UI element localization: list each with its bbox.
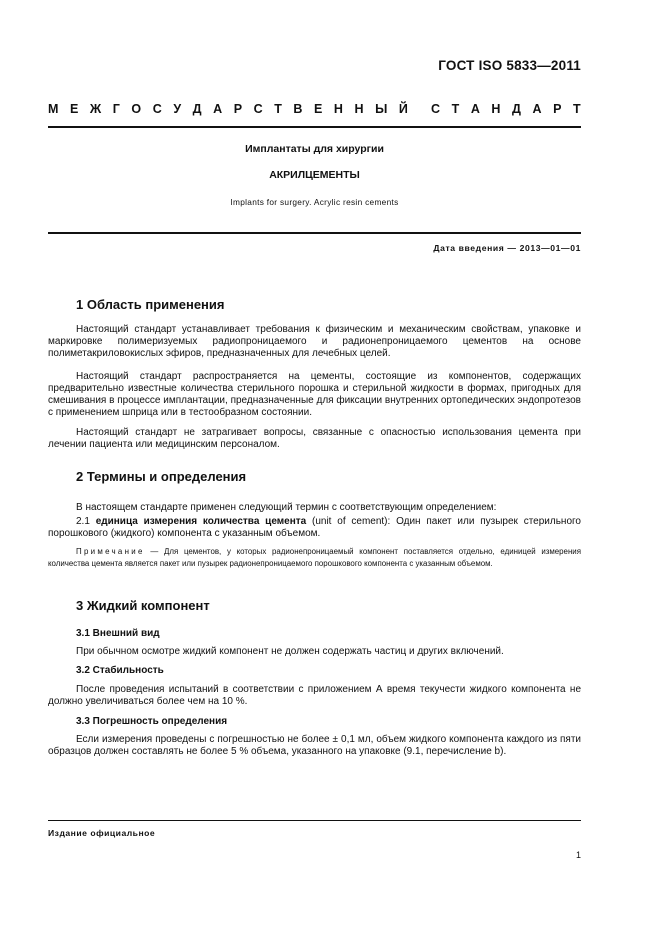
header-rule bbox=[48, 126, 581, 128]
banner-letter: У bbox=[173, 102, 182, 116]
banner-letter: Ы bbox=[375, 102, 388, 116]
subsection-3-3-heading: 3.3 Погрешность определения bbox=[76, 716, 228, 727]
note-text: — Для цементов, у которых радионепроницаемый компонент поставляется отдельно, единицей измерения количества цемента является пакет или пузырек радионепроницаемого порошкового компонента с указанным объемом. bbox=[48, 547, 581, 568]
banner-letter: Е bbox=[314, 102, 323, 116]
term-number: 2.1 bbox=[76, 516, 90, 527]
term-name: единица измерения количества цемента bbox=[95, 516, 307, 527]
note-label: Примечание bbox=[76, 547, 145, 556]
banner-letter: Н bbox=[354, 102, 364, 116]
subsection-3-2-text: После проведения испытаний в соответствии с приложением А время текучести жидкого компонента не должно увеличиваться более чем на 10 %. bbox=[48, 684, 581, 707]
term-definition: (unit of cement): Один пакет или пузырек стерильного порошкового (жидкого) компонента с указанным объемом. bbox=[48, 516, 581, 539]
banner-letter: С bbox=[431, 102, 441, 116]
banner-letter: С bbox=[253, 102, 263, 116]
banner-letter: Н bbox=[491, 102, 501, 116]
subsection-3-3-text: Если измерения проведены с погрешностью не более ± 0,1 мл, объем жидкого компонента каждого из пяти образцов должен составлять не более 5 % объема, указанного на упаковке (9.1, перечисление b). bbox=[48, 734, 581, 757]
banner-letter: Г bbox=[112, 102, 120, 116]
footer-rule bbox=[48, 820, 581, 821]
banner-letter: Ж bbox=[89, 102, 102, 116]
section-2-paragraph-1: В настоящем стандарте применен следующий термин с соответствующим определением: bbox=[76, 502, 497, 513]
section-1-paragraph-3: Настоящий стандарт не затрагивает вопросы, связанные с опасностью использования цемента при лечении пациента или медицинским персоналом. bbox=[48, 427, 581, 450]
section-1-heading: 1 Область применения bbox=[76, 297, 225, 312]
banner-letter: М bbox=[48, 102, 59, 116]
banner-letter: А bbox=[213, 102, 223, 116]
banner-letter: Й bbox=[398, 102, 408, 116]
section-2-heading: 2 Термины и определения bbox=[76, 469, 247, 484]
term-2-1 bbox=[48, 516, 581, 540]
title-topic: Имплантаты для хирургии bbox=[245, 143, 384, 155]
page-number: 1 bbox=[575, 850, 581, 860]
banner-letter: Т bbox=[451, 102, 460, 116]
title-main: АКРИЛЦЕМЕНТЫ bbox=[269, 169, 360, 181]
banner-letter: А bbox=[532, 102, 542, 116]
subsection-3-1-heading: 3.1 Внешний вид bbox=[76, 628, 160, 639]
banner-letter: Е bbox=[69, 102, 79, 116]
banner-letter: Т bbox=[572, 102, 581, 116]
subsection-3-1-text: При обычном осмотре жидкий компонент не должен содержать частиц и других включений. bbox=[76, 646, 504, 657]
edition-label: Издание официальное bbox=[48, 828, 156, 838]
banner-letter: А bbox=[470, 102, 480, 116]
standard-code: ГОСТ ISO 5833—2011 bbox=[438, 58, 581, 73]
section-3-heading: 3 Жидкий компонент bbox=[76, 598, 210, 613]
banner-letter: Д bbox=[512, 102, 521, 116]
banner-letter: Т bbox=[274, 102, 282, 116]
banner-letter: О bbox=[131, 102, 142, 116]
interstate-standard-banner bbox=[48, 102, 581, 116]
banner-letter: Р bbox=[233, 102, 243, 116]
subsection-3-2-heading: 3.2 Стабильность bbox=[76, 665, 164, 676]
section-1-paragraph-2: Настоящий стандарт распространяется на цементы, состоящие из компонентов, содержащих предварительно известные количества стерильного порошка и стерильной жидкости в формах, пригодных для смешивания в процессе имплантации, предназначенные для фиксации внутренних ортопедических эндопротезов с применением шприца или в тестообразном состоянии. bbox=[48, 371, 581, 418]
banner-letter: Д bbox=[192, 102, 202, 116]
title-rule bbox=[48, 232, 581, 234]
banner-letter: С bbox=[152, 102, 162, 116]
title-english: Implants for surgery. Acrylic resin cements bbox=[230, 197, 399, 207]
introduction-date: Дата введения — 2013—01—01 bbox=[433, 243, 581, 253]
note bbox=[48, 546, 581, 569]
banner-letter: Н bbox=[333, 102, 343, 116]
section-1-paragraph-1: Настоящий стандарт устанавливает требования к физическим и механическим свойствам, упаковке и маркировке полимеризуемых радиопроницаемого и радионепроницаемого цементов на основе полиметакриловокислых эфиров, предназначенных для лечебных целей. bbox=[48, 324, 581, 359]
banner-letter: В bbox=[293, 102, 303, 116]
banner-letter: Р bbox=[553, 102, 562, 116]
